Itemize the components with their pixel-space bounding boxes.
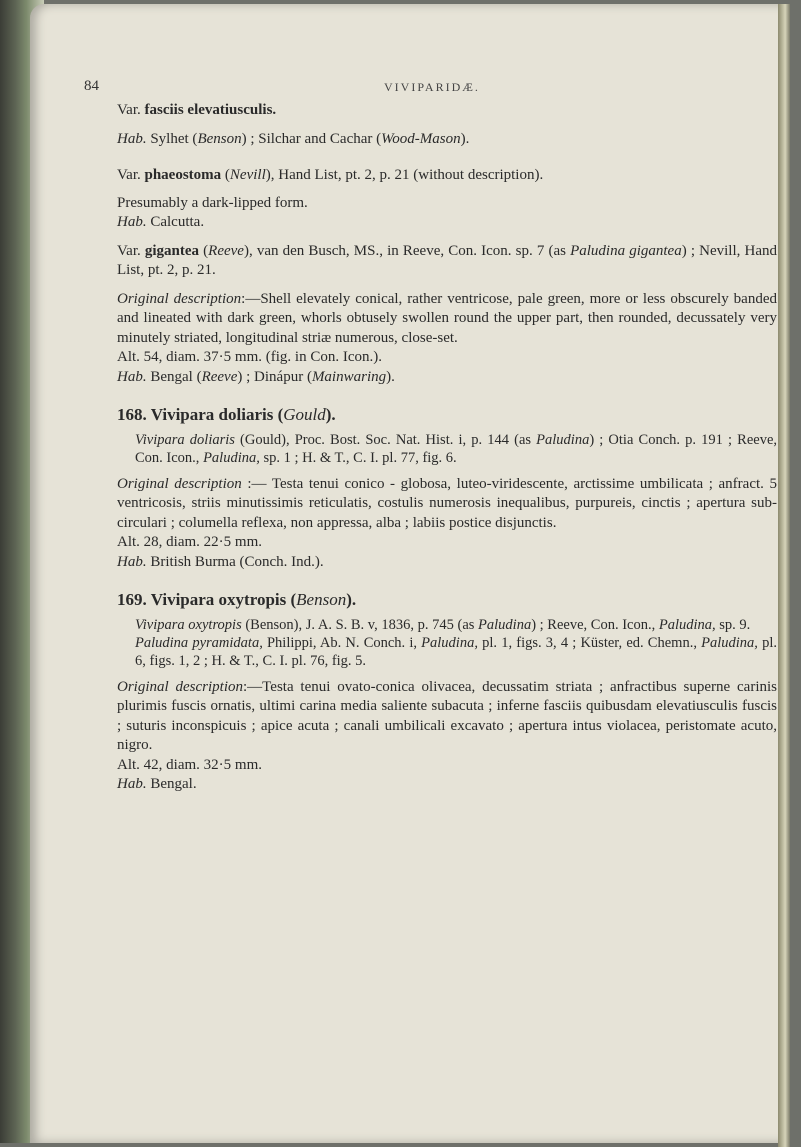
- measurements: Alt. 28, diam. 22·5 mm.: [117, 534, 262, 550]
- page-header: [84, 78, 684, 98]
- references: Vivipara oxytropis (Benson), J. A. S. B. v, 1836, p. 745 (as Paludina) ; Reeve, Con. Icon., Paludina, sp. 9.: [135, 616, 751, 633]
- references: Paludina pyramidata, Philippi, Ab. N. Conch. i, Paludina, pl. 1, figs. 3, 4 ; Küster, ed. Chemn., Paludina, pl. 6, figs. 1, 2 ; H. & T., C. I. pl. 76, fig. 5.: [135, 634, 777, 669]
- habitat-line: Hab. Sylhet (Benson) ; Silchar and Cachar (Wood-Mason).: [117, 130, 470, 147]
- variety-name: gigantea: [144, 242, 200, 259]
- species-heading-168: 168. Vivipara doliaris (Gould).: [117, 405, 336, 424]
- running-head: VIVIPARIDÆ.: [384, 80, 480, 94]
- habitat-line: Hab. British Burma (Conch. Ind.).: [117, 553, 324, 570]
- var-gigantea: Var. gigantea (Reeve), van den Busch, MS., in Reeve, Con. Icon. sp. 7 (as Paludina gigantea) ; Nevill, Hand List, pt. 2, p. 21.: [117, 242, 777, 278]
- habitat-line: Hab. Calcutta.: [117, 214, 205, 230]
- page-number: 84: [84, 78, 99, 94]
- note-line: Presumably a dark-lipped form.: [117, 194, 308, 211]
- variety-name: phaeostoma: [144, 167, 222, 183]
- page-edge: [778, 4, 790, 1147]
- habitat-line: Hab. Bengal (Reeve) ; Dinápur (Mainwaring).: [117, 368, 395, 385]
- measurements: Alt. 54, diam. 37·5 mm. (fig. in Con. Icon.).: [117, 349, 382, 365]
- measurements: Alt. 42, diam. 32·5 mm.: [117, 756, 262, 773]
- original-description: Original description :— Testa tenui conico - globosa, luteo-viridescente, arctissime umbilicata ; anfract. 5 ventricosis, striis minutissimis reticulatis, costulis numerosis inequalibus, purpureis, cinctis ; apertura sub-circulari ; columella reflexa, non appressa, alba ; labiis postice disjunctis.: [117, 475, 777, 531]
- references: Vivipara doliaris (Gould), Proc. Bost. Soc. Nat. Hist. i, p. 144 (as Paludina) ; Otia Conch. p. 191 ; Reeve, Con. Icon., Paludina, sp. 1 ; H. & T., C. I. pl. 77, fig. 6.: [135, 431, 778, 466]
- var-phaeostoma: Var. phaeostoma (Nevill), Hand List, pt. 2, p. 21 (without description).: [117, 167, 544, 183]
- original-description: Original description:—Testa tenui ovato-conica olivacea, decussatim striata ; anfractibus superne carinis plurimis fuscis ornatis, ultimi carina media saliente subacuta ; inferne fasciis quibusdam elevatiusculis fuscis ; suturis inconspicuis ; apice acuta ; canali umbilicali excavato ; apertura intus violacea, peristomate acuto, nigro.: [117, 678, 777, 753]
- original-description: Original description:—Shell elevately conical, rather ventricose, pale green, more or less obscurely banded and lineated with dark green, whorls obtusely swollen round the upper part, then rounded, decussately very minutely striated, longitudinal striæ numerous, close-set.: [117, 290, 777, 346]
- page-content: [117, 101, 777, 795]
- species-heading-169: 169. Vivipara oxytropis (Benson).: [117, 590, 357, 609]
- var-fasciis: Var. fasciis elevatiusculis.: [117, 102, 277, 118]
- variety-name: fasciis elevatiusculis.: [144, 102, 277, 118]
- habitat-line: Hab. Bengal.: [117, 776, 197, 792]
